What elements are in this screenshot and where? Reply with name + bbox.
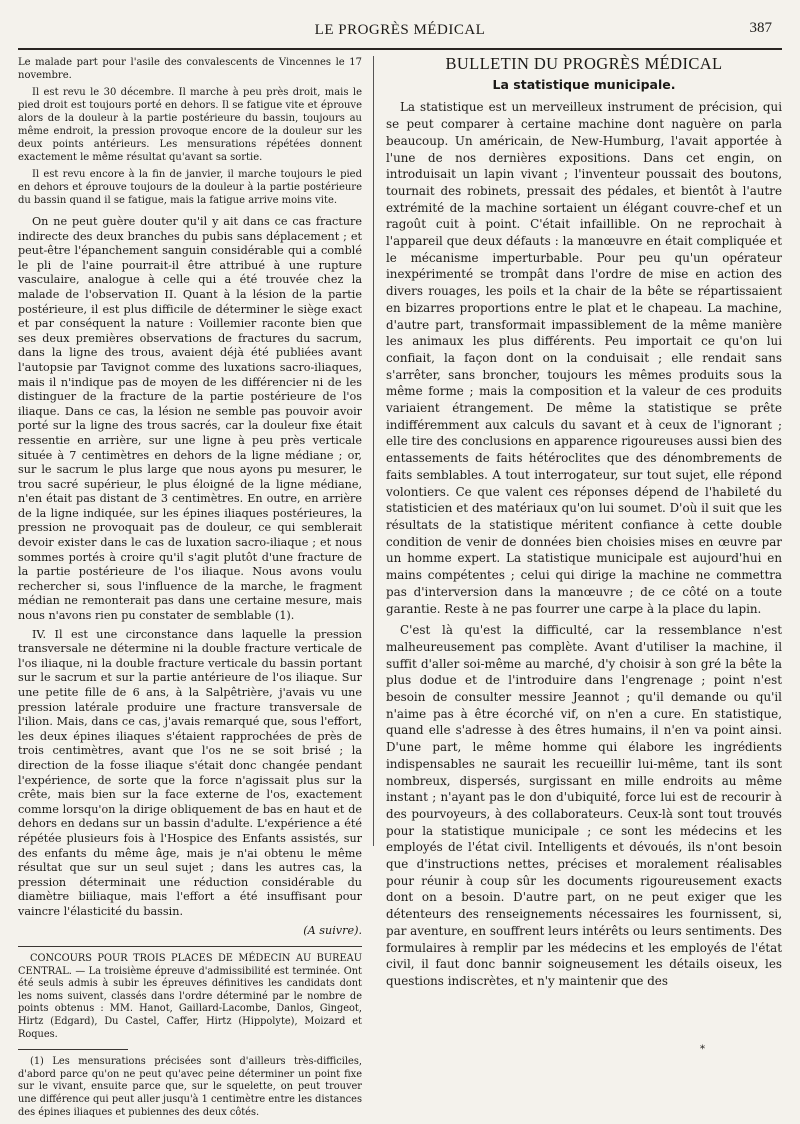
page-number: 387 [749, 20, 772, 36]
notice-block [18, 953, 362, 1041]
section-subtitle: La statistique municipale. [492, 76, 676, 92]
left-column [18, 56, 362, 1124]
journal-title: LE PROGRÈS MÉDICAL [314, 22, 486, 38]
bulletin-paragraph: La statistique est un merveilleux instrument de précision, qui se peut comparer à certaine machine dont naguère on parla beaucoup. Un américain, de New-Humburg, l'avait apportée à l'une de nos dernières expositions. Dans cet engin, on introduisait un lapin vivant ; l'inventeur poussait des boutons, tournait des robinets, pressait des pédales, et bientôt à l'autre extrémité de la machine sortaient un élégant couvre-chef et un ragoût cuit à point. C'était infaillible. On ne reprochait à l'appareil que deux défauts : la manœuvre en était compliquée et le mécanisme imperturbable. Pour peu qu'un opérateur inexpérimenté se trompât dans l'ordre de mise en action des divers rouages, les poils et la chair de la bête se répartissaient en bizarres proportions entre le plat et le chapeau. La machine, d'autre part, transformait impassiblement de la même manière les animaux les plus différents. Peu importait ce qu'on lui confiait, la façon dont on la conduisait ; elle rendait sans s'arrêter, sans broncher, toujours les mêmes produits sous la même forme ; mais la composition et la valeur de ces produits variaient étrangement. De même la statistique se prête indifféremment aux calculs du savant et à ceux de l'ignorant ; elle tire des conclusions en apparence rigoureuses aussi bien des entassements de faits hétéroclites que des dénombrements de faits semblables. A tout interrogateur, sur tout sujet, elle répond volontiers. Ce que valent ces réponses dépend de l'habileté du statisticien et des matériaux qu'on lui soumet. D'où il suit que les résultats de la statistique méritent confiance à cette double condition de venir de données bien choisies mises en œuvre par un homme expert. La statistique municipale est aujourd'hui en mains compétentes ; celui qui dirige la machine ne commettra pas d'interversion dans la manœuvre ; de ce côté on a toute garantie. Reste à ne pas fourrer une carpe à la place du lapin. [386, 100, 782, 616]
end-mark: * [700, 1044, 705, 1055]
notice-text: CONCOURS POUR TROIS PLACES DE MÉDECIN AU BUREAU CENTRAL. — La troisième épreuve d'admissibilité est terminée. Ont été seuls admis à subir les épreuves définitives les candidats dont les noms suivent, classés dans l'ordre déterminé par le nombre de points obtenus : MM. Hanot, Gaillard-Lacombe, Danlos, Gingeot, Hirtz (Edgard), Du Castel, Caffer, Hirtz (Hippolyte), Moizard et Roques. [18, 953, 362, 1040]
intro-paragraph: Le malade part pour l'asile des convalescents de Vincennes le 17 novembre. [18, 57, 362, 81]
to-be-continued: (A suivre). [303, 923, 362, 937]
body-paragraph: On ne peut guère douter qu'il y ait dans ce cas fracture indirecte des deux branches du pubis sans déplacement ; et peut-être l'épanchement sanguin considérable qui a comblé le pli de l'aine pourrait-il être attribué à une rupture vasculaire, analogue à celle qui a été trouvée chez la malade de l'observation II. Quant à la lésion de la partie postérieure, il est plus difficile de déterminer le siège exact et par conséquent la nature : Voillemier raconte bien que ses deux premières observations de fractures du sacrum, dans la ligne des trous, avaient déjà été publiées avant l'autopsie par Tavignot comme des luxations sacro-iliaques, mais il n'indique pas de moyen de les différencier ni de les distinguer de la fracture de la partie postérieure de l'os iliaque. Dans ce cas, la lésion ne semble pas pouvoir avoir porté sur la ligne des trous sacrés, car la douleur fixe était ressentie en arrière, sur une ligne à peu près verticale située à 7 centimètres en dehors de la ligne médiane ; or, sur le sacrum le plus large que nous ayons pu mesurer, le trou sacré supérieur, le plus éloigné de la ligne médiane, n'en était pas distant de 3 centimètres. En outre, en arrière de la ligne indiquée, sur les épines iliaques postérieures, la pression ne provoquait pas de douleur, ce qui semblerait devoir exister dans le cas de luxation sacro-iliaque ; et nous sommes portés à croire qu'il s'agit plutôt d'une fracture de la partie postérieure de l'os iliaque. Nous avons voulu rechercher si, sous l'influence de la marche, le fragment médian ne remonterait pas dans une certaine mesure, mais nous n'avons rien pu constater de semblable (1). [18, 215, 362, 623]
intro-paragraph: Il est revu encore à la fin de janvier, il marche toujours le pied en dehors et éprouve toujours de la douleur à la partie postérieure du bassin quand il se fatigue, mais la fatigue arrive moins vite. [18, 169, 362, 206]
footnote-text: (1) Les mensurations précisées sont d'ailleurs très-difficiles, d'abord parce qu'on ne peut qu'avec peine déterminer un point fixe sur le vivant, ensuite parce que, sur le squelette, on peut trouver une différence qui peut aller jusqu'à 1 centimètre entre les distances des épines iliaques et pubiennes des deux côtés. [18, 1056, 362, 1118]
footnote-block [18, 1056, 362, 1119]
column-rule [373, 56, 374, 846]
bulletin-paragraph: C'est là qu'est la difficulté, car la ressemblance n'est malheureusement pas complète. Avant d'utiliser la machine, il suffit d'aller soi-même au marché, d'y choisir à son gré la bête la plus dodue et de l'introduire dans l'engrenage ; point n'est besoin de consulter messire Jeannot ; qu'il demande ou qu'il n'aime pas à être écorché vif, on n'en a cure. En statistique, quand elle s'adresse à des êtres humains, il n'en va point ainsi. D'une part, le même homme qui élabore les ingrédients indispensables ne saurait les recueillir lui-même, tant ils sont nombreux, dispersés, surgissant en mille endroits au même instant ; n'ayant pas le don d'ubiquité, force lui est de recourir à des pourvoyeurs, à des collaborateurs. Ceux-là sont tout trouvés pour la statistique municipale ; ce sont les médecins et les employés de l'état civil. Intelligents et dévoués, ils n'ont besoin que d'instructions nettes, précises et moralement réalisables pour réunir à coup sûr les documents rigoureusement exacts dont on a besoin. D'autre part, on ne peut exiger que les détenteurs des renseignements nécessaires les fournissent, si, par aventure, en souffrent leurs intérêts ou leurs sentiments. Des formulaires à remplir par les médecins et les employés de l'état civil, il faut donc bannir soigneusement les détails oiseux, les questions indiscrètes, et n'y maintenir que des [386, 623, 783, 988]
case-followup [18, 56, 362, 207]
intro-paragraph: Il est revu le 30 décembre. Il marche à peu près droit, mais le pied droit est toujours porté en dehors. Il se fatigue vite et éprouve alors de la douleur à la partie postérieure du bassin, toujours au même endroit, la pression provoque encore de la douleur sur les deux points antérieurs. Les mensurations répétées donnent exactement le même résultat qu'avant sa sortie. [18, 87, 362, 163]
section-divider [18, 946, 362, 947]
section-title: BULLETIN DU PROGRÈS MÉDICAL [445, 54, 723, 73]
right-column [386, 56, 782, 995]
body-paragraph: IV. Il est une circonstance dans laquelle la pression transversale ne détermine ni la double fracture verticale de l'os iliaque, ni la double fracture verticale du bassin portant sur le sacrum et sur la partie antérieure de l'os iliaque. Sur une petite fille de 6 ans, à la Salpêtrière, j'avais vu une pression latérale produire une fracture transversale de l'ilion. Mais, dans ce cas, j'avais remarqué que, sous l'effort, les deux épines iliaques s'étaient rapprochées de près de trois centimètres, avant que l'os ne se soit brisé ; la direction de la fosse iliaque s'était donc changée pendant l'expérience, de sorte que la force n'agissait plus sur la crête, mais bien sur la face externe de l'os, exactement comme lorsqu'on la dirige obliquement de bas en haut et de dehors en dedans sur un bassin d'adulte. L'expérience a été répétée plusieurs fois à l'Hospice des Enfants assistés, sur des enfants du même âge, mais je n'ai obtenu le même résultat que sur un seul sujet ; dans les autres cas, la pression déterminait une réduction considérable du diamètre biiliaque, mais l'effort a été insuffisant pour vaincre l'élasticité du bassin. [18, 627, 362, 918]
page-header [18, 18, 782, 50]
footnote-divider [18, 1049, 128, 1050]
